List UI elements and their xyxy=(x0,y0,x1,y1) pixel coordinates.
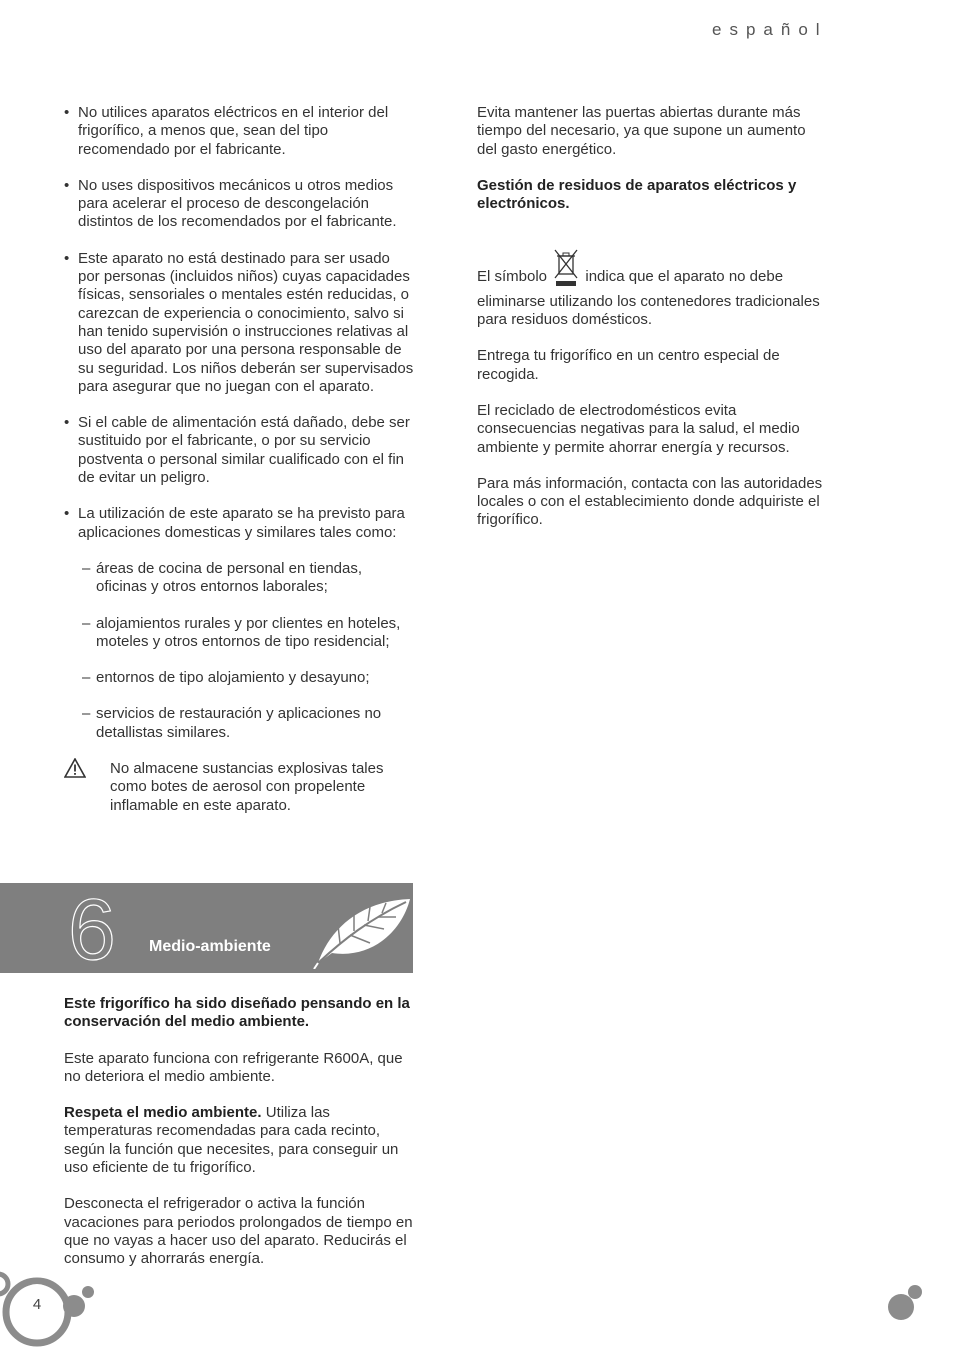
symbol-text-before: El símbolo xyxy=(477,268,548,286)
warning-text: No almacene sustancias explosivas tales como botes de aerosol con propelente inflamable en este aparato. xyxy=(110,760,384,814)
bullet-item: • Este aparato no está destinado para ser usado por personas (incluidos niños) cuyas capacidades físicas, sensoriales o mentales estén reducidas, o carezcan de experiencia o conocimiento, salvo si han tenido supervisión o instrucciones relativas al uso del aparato por una persona responsable de su seguridad. Los niños deberán ser supervisados para asegurar que no juegan con el aparato. xyxy=(64,249,414,395)
section-title: Medio-ambiente xyxy=(149,938,271,955)
dash-text: servicios de restauración y aplicaciones no detallistas similares. xyxy=(96,705,382,741)
symbol-paragraph xyxy=(477,247,827,329)
doors-paragraph: Evita mantener las puertas abiertas durante más tiempo del necesario, ya que supone un aumento del gasto energético. xyxy=(477,104,806,158)
bullet-item: • La utilización de este aparato se ha previsto para aplicaciones domesticas y similares tales como: xyxy=(64,505,405,541)
bullet-item: • No uses dispositivos mecánicos u otros medios para acelerar el proceso de descongelación distintos de los recomendados por el fabricante. xyxy=(64,176,397,231)
dash-item: – áreas de cocina de personal en tiendas, oficinas y otros entornos laborales; xyxy=(82,559,363,596)
recycling-paragraph: El reciclado de electrodomésticos evita consecuencias negativas para la salud, el medio ambiente y permite ahorrar energía y recursos. xyxy=(477,401,800,456)
bullet-text: No uses dispositivos mecánicos u otros medios para acelerar el proceso de descongelación distintos de los recomendados por el fabricante. xyxy=(78,176,397,231)
dash-item: – alojamientos rurales y por clientes en hoteles, moteles y otros entornos de tipo residencial; xyxy=(82,614,401,650)
warning-note xyxy=(64,760,414,815)
dash-text: entornos de tipo alojamiento y desayuno; xyxy=(96,669,370,687)
bullet-text: Si el cable de alimentación está dañado, debe ser sustituido por el fabricante, o por su servicio postventa o personal similar cualificado con el fin de evitar un peligro. xyxy=(78,414,410,487)
bullet-text: La utilización de este aparato se ha previsto para aplicaciones domesticas y similares tales como: xyxy=(78,505,405,541)
section-banner xyxy=(0,883,413,973)
waste-heading: Gestión de residuos de aparatos eléctricos y electrónicos. xyxy=(477,176,797,213)
bullet-text: No utilices aparatos eléctricos en el interior del frigorífico, a menos que, sean del tipo recomendado por el fabricante. xyxy=(78,104,389,158)
refrigerant-paragraph: Este aparato funciona con refrigerante R600A, que no deteriora el medio ambiente. xyxy=(64,1049,403,1085)
crossed-bin-icon xyxy=(553,247,579,292)
dash-item: – servicios de restauración y aplicaciones no detallistas similares. xyxy=(82,705,382,741)
respect-lead: Respeta el medio ambiente. xyxy=(64,1104,262,1122)
respect-paragraph xyxy=(64,1104,414,1177)
dash-text: áreas de cocina de personal en tiendas, oficinas y otros entornos laborales; xyxy=(96,559,363,596)
respect-body: Utiliza las temperaturas recomendadas para cada recinto, según la función que necesites, para conseguir un uso eficiente de tu frigorífico. xyxy=(64,1104,399,1177)
page-number: 4 xyxy=(16,1284,58,1326)
dash-item: – entornos de tipo alojamiento y desayuno; xyxy=(82,669,370,687)
symbol-text-after: indica que el aparato no debe eliminarse utilizando los contenedores tradicionales para residuos domésticos. xyxy=(477,268,820,329)
environment-text xyxy=(64,995,414,1287)
bullet-item: • No utilices aparatos eléctricos en el interior del frigorífico, a menos que, sean del tipo recomendado por el fabricante. xyxy=(64,104,389,158)
intro-heading: Este frigorífico ha sido diseñado pensando en la conservación del medio ambiente. xyxy=(64,995,410,1031)
dash-text: alojamientos rurales y por clientes en hoteles, moteles y otros entornos de tipo residencial; xyxy=(96,614,401,650)
language-label: español xyxy=(712,20,828,39)
section-number: 6 xyxy=(68,883,116,973)
disconnect-paragraph: Desconecta el refrigerador o activa la función vacaciones para periodos prolongados de tiempo en que no vayas a hacer uso del aparato. Reducirás el consumo y ahorrarás energía. xyxy=(64,1195,413,1268)
safety-instructions xyxy=(64,104,414,815)
leaf-icon xyxy=(310,889,413,973)
decorative-circles-right xyxy=(880,1280,930,1330)
information-paragraph: Para más información, contacta con las autoridades locales o con el establecimiento donde adquiriste el frigorífico. xyxy=(477,474,823,529)
bullet-item: • Si el cable de alimentación está dañado, debe ser sustituido por el fabricante, o por su servicio postventa o personal similar cualificado con el fin de evitar un peligro. xyxy=(64,414,410,487)
collection-paragraph: Entrega tu frigorífico en un centro especial de recogida. xyxy=(477,347,780,383)
warning-triangle-icon xyxy=(64,758,86,783)
bullet-text: Este aparato no está destinado para ser usado por personas (incluidos niños) cuyas capacidades físicas, sensoriales o mentales estén reducidas, o carezcan de experiencia o conocimiento, salvo si han tenido supervisión o instrucciones relativas al uso del aparato por una persona responsable de su seguridad. Los niños deberán ser supervisados para asegurar que no juegan con el aparato. xyxy=(78,249,414,395)
waste-management xyxy=(477,104,827,548)
